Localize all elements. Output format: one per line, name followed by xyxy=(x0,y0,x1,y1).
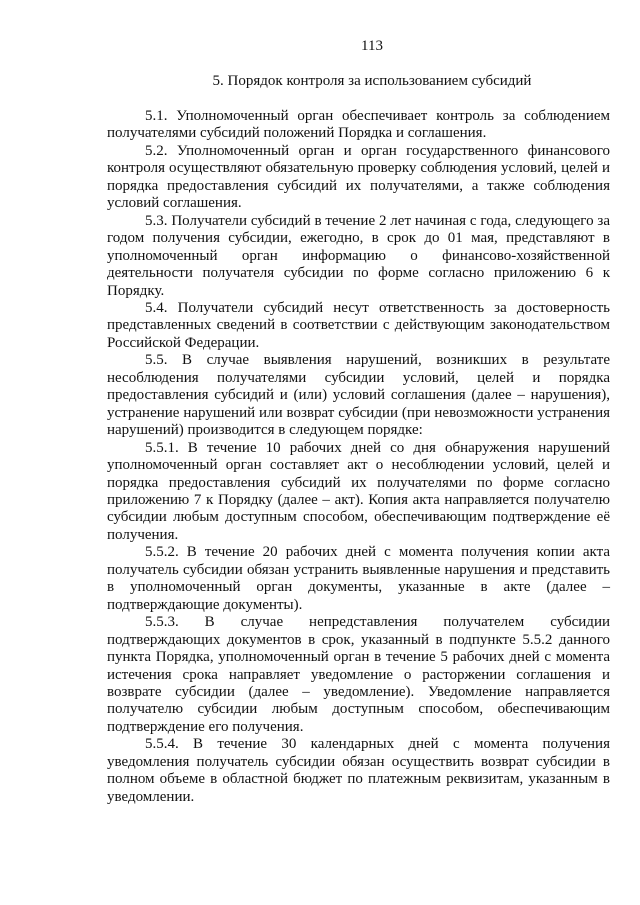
page-number: 113 xyxy=(361,38,383,54)
paragraph-5-5-4: 5.5.4. В течение 30 календарных дней с момента получения уведомления получатель субсидии обязан осуществить возврат субсидии в полном объеме в областной бюджет по платежным реквизитам, указанным в уведомлении. xyxy=(107,736,610,805)
paragraph-5-5-2: 5.5.2. В течение 20 рабочих дней с момента получения копии акта получатель субсидии обязан устранить выявленные нарушения и представить в уполномоченный орган документы, указанные в акте (далее – подтверждающие документы). xyxy=(107,544,610,613)
paragraph-5-5-1: 5.5.1. В течение 10 рабочих дней со дня обнаружения нарушений уполномоченный орган составляет акт о несоблюдении условий, целей и порядка предоставления субсидий их получателями по форме согласно приложению 7 к Порядку (далее – акт). Копия акта направляется получателю субсидии любым доступным способом, обеспечивающим подтверждение её получения. xyxy=(107,439,610,543)
paragraph-5-5-3: 5.5.3. В случае непредставления получателем субсидии подтверждающих документов в срок, указанный в подпункте 5.5.2 данного пункта Порядка, уполномоченный орган в течение 5 рабочих дней с момента истечения срока направляет уведомление о расторжении соглашения и возврате субсидии (далее – уведомление). Уведомление направляется получателю субсидии любым доступным способом, обеспечивающим подтверждение его получения. xyxy=(107,614,610,735)
paragraph-5-1: 5.1. Уполномоченный орган обеспечивает контроль за соблюдением получателями субсидий положений Порядка и соглашения. xyxy=(107,108,610,142)
paragraph-5-5: 5.5. В случае выявления нарушений, возникших в результате несоблюдения получателями субсидии условий, целей и порядка предоставления субсидий и (или) условий соглашения (далее – нарушения), устранение нарушений или возврат субсидии (при невозможности устранения нарушений) производится в следующем порядке: xyxy=(107,352,610,439)
paragraph-5-4: 5.4. Получатели субсидий несут ответственность за достоверность представленных сведений в соответствии с действующим законодательством Российской Федерации. xyxy=(107,299,610,351)
document-body xyxy=(107,108,610,806)
paragraph-5-3: 5.3. Получатели субсидий в течение 2 лет начиная с года, следующего за годом получения субсидии, ежегодно, в срок до 01 мая, представляют в уполномоченный орган информацию о финансово-хозяйственной деятельности получателя субсидии по форме согласно приложению 6 к Порядку. xyxy=(107,212,610,299)
paragraph-5-2: 5.2. Уполномоченный орган и орган государственного финансового контроля осуществляют обязательную проверку соблюдения условий, целей и порядка предоставления субсидий их получателями, а также соблюдения условий соглашения. xyxy=(107,142,610,212)
section-title: 5. Порядок контроля за использованием субсидий xyxy=(212,73,532,89)
